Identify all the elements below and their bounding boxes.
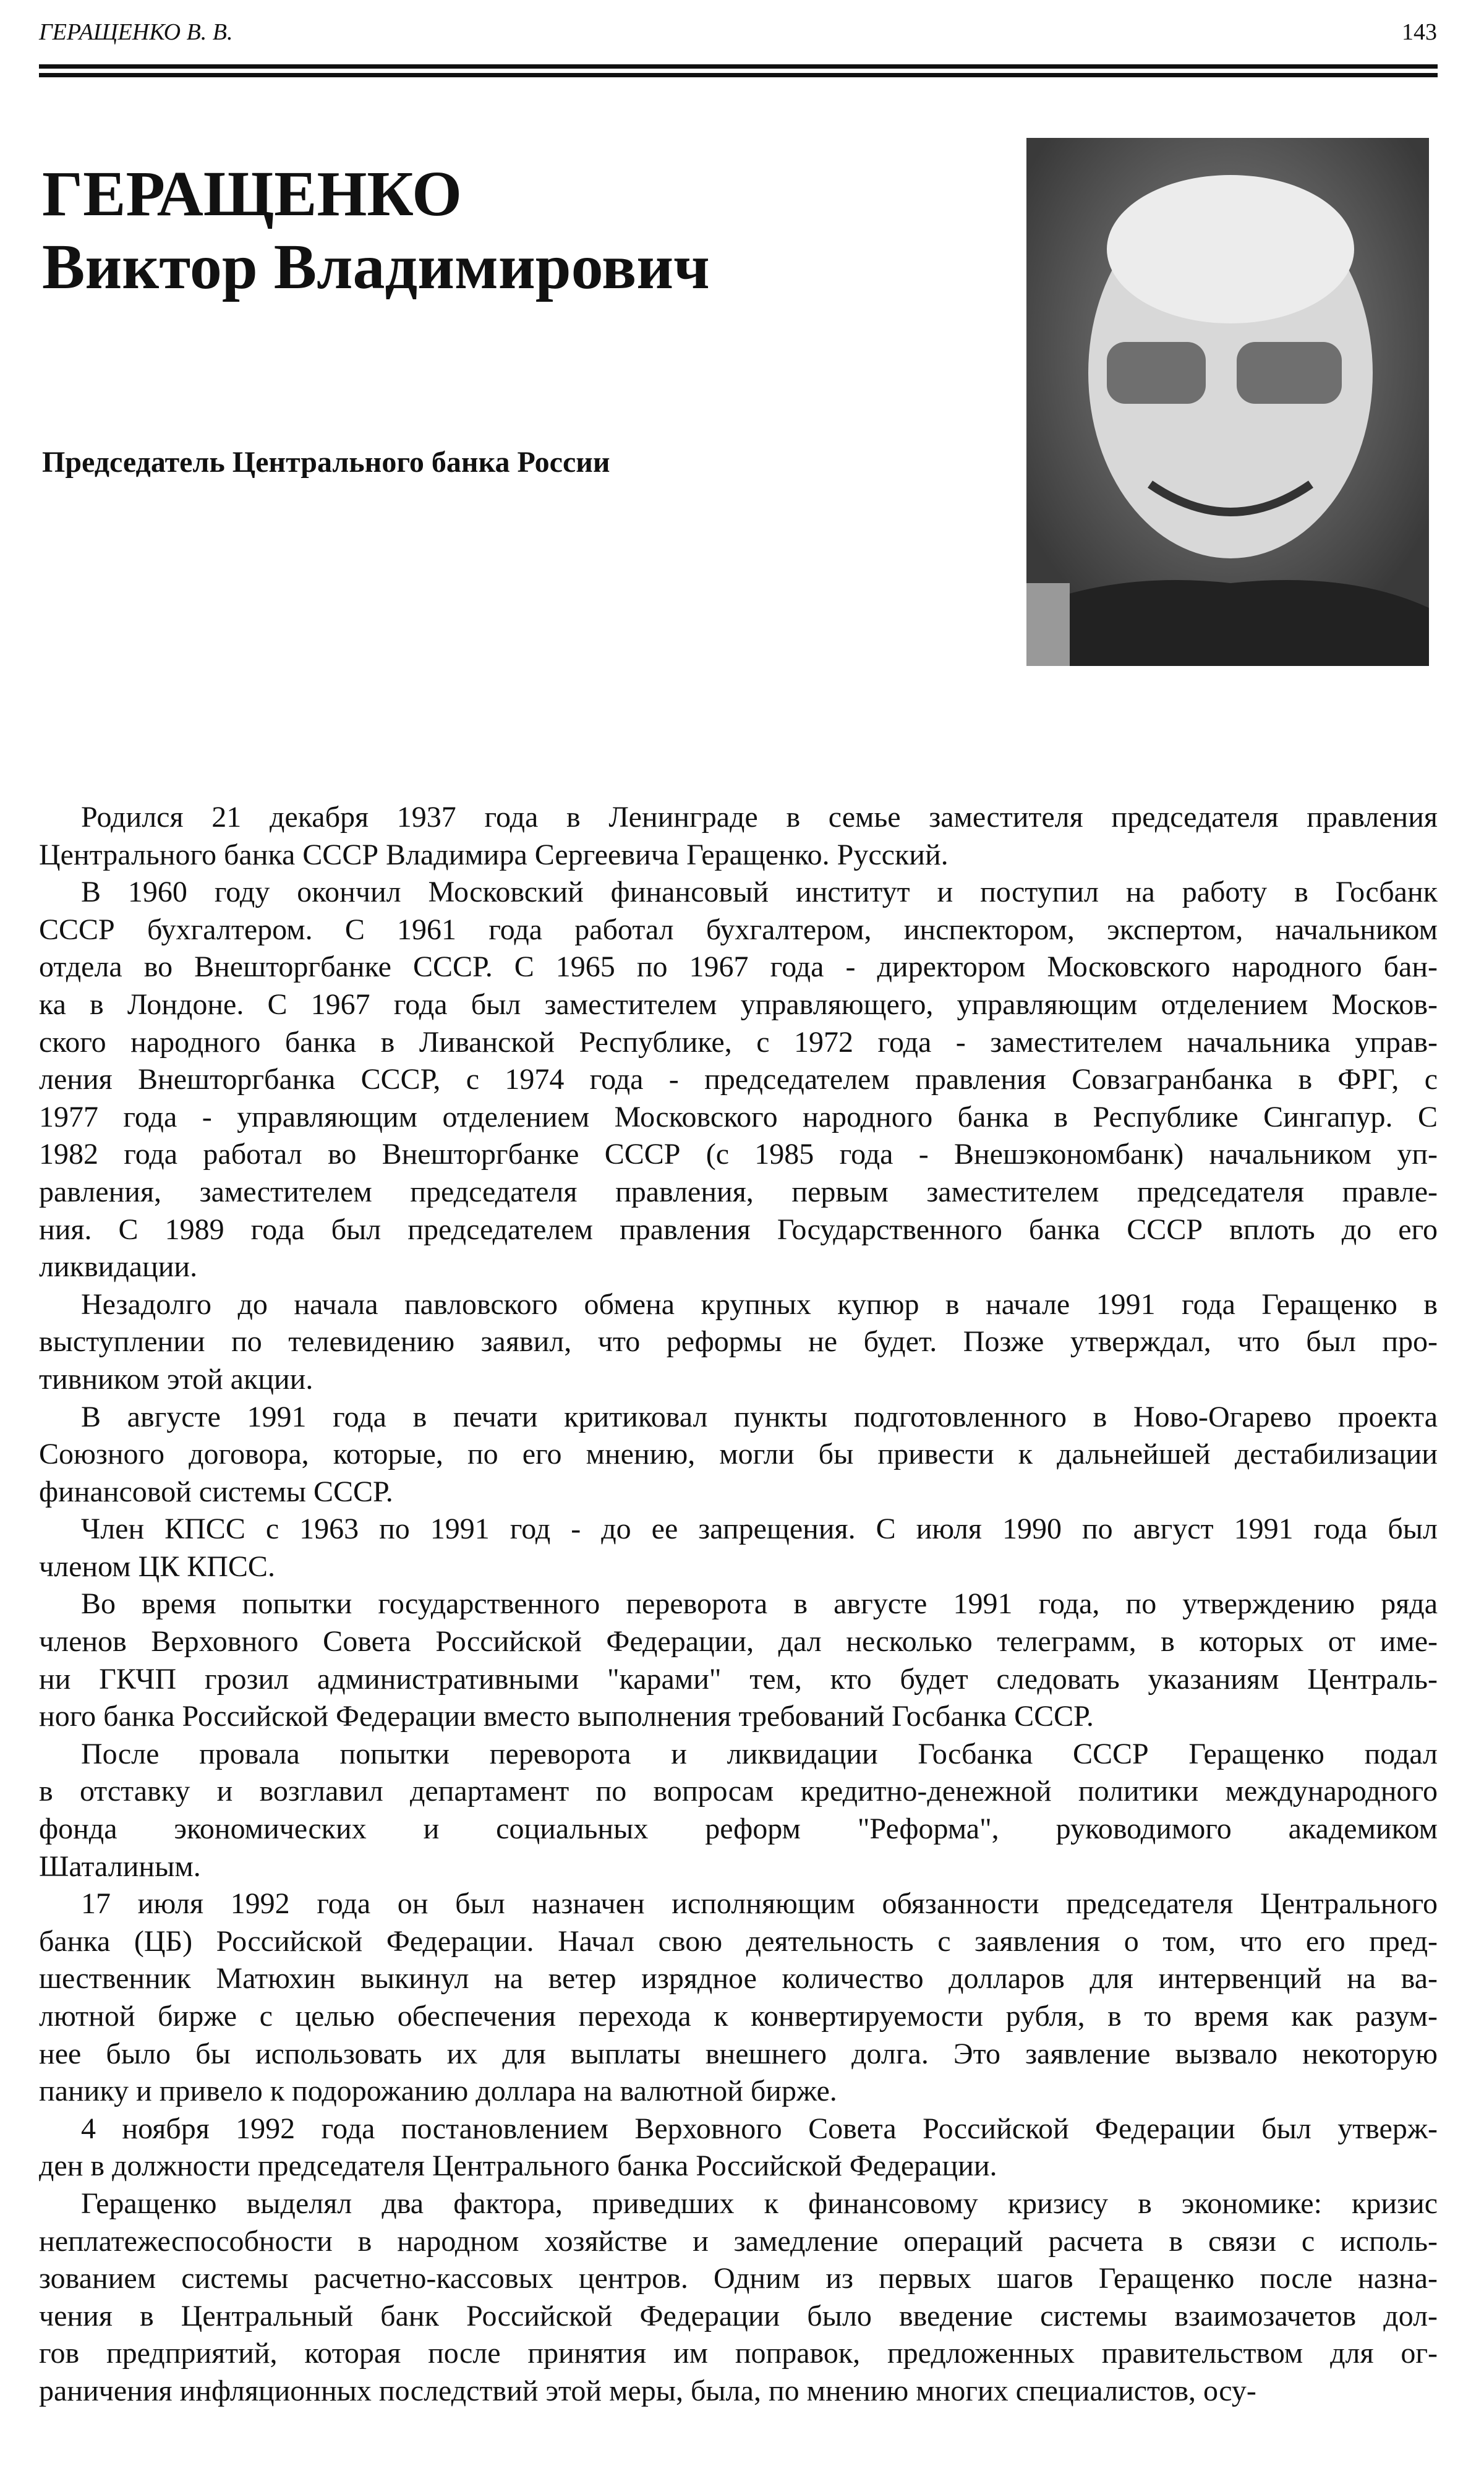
- text-line: финансовой системы СССР.: [39, 1475, 393, 1508]
- text-line: чения в Центральный банк Российской Федерации было введение системы взаимозачетов дол-: [39, 2299, 1438, 2332]
- text-line: 1982 года работал во Внешторгбанке СССР (с 1985 года - Внешэкономбанк) начальником уп-: [39, 1138, 1438, 1171]
- page-number: 143: [1402, 19, 1437, 45]
- paragraph: [39, 1736, 1438, 1885]
- text-line: банка (ЦБ) Российской Федерации. Начал свою деятельность с заявления о том, что его пред-: [39, 1924, 1438, 1958]
- text-line: 4 ноября 1992 года постановлением Верховного Совета Российской Федерации был утверж-: [81, 2112, 1438, 2145]
- text-line: фонда экономических и социальных реформ "Реформа", руководимого академиком: [39, 1812, 1438, 1846]
- text-line: шественник Матюхин выкинул на ветер изрядное количество долларов для интервенций на ва-: [39, 1962, 1438, 1995]
- text-line: лютной бирже с целью обеспечения перехода к конвертируемости рубля, в то время как разум-: [39, 2000, 1438, 2033]
- text-line: членом ЦК КПСС.: [39, 1550, 275, 1583]
- text-line: равления, заместителем председателя правления, первым заместителем председателя правле-: [39, 1175, 1438, 1208]
- text-line: ден в должности председателя Центрального банка Российской Федерации.: [39, 2149, 997, 2183]
- text-line: Член КПСС с 1963 по 1991 год - до ее запрещения. С июля 1990 по август 1991 года был: [81, 1513, 1438, 1546]
- text-line: членов Верховного Совета Российской Федерации, дал несколько телеграмм, в которых от име-: [39, 1625, 1438, 1658]
- paragraph: [39, 1585, 1438, 1735]
- running-header: ГЕРАЩЕНКО В. В.: [39, 19, 233, 45]
- text-line: Во время попытки государственного переворота в августе 1991 года, по утверждению ряда: [81, 1587, 1438, 1621]
- paragraph: [39, 2110, 1438, 2185]
- paragraph: [39, 874, 1438, 1286]
- text-line: ка в Лондоне. С 1967 года был заместителем управляющего, управляющим отделением Москов-: [39, 988, 1438, 1021]
- text-line: раничения инфляционных последствий этой меры, была, по мнению многих специалистов, осу-: [39, 2374, 1256, 2407]
- text-line: Шаталиным.: [39, 1850, 201, 1883]
- text-line: отдела во Внешторгбанке СССР. С 1965 по 1967 года - директором Московского народного бан-: [39, 950, 1438, 984]
- portrait-photo: [1026, 138, 1429, 666]
- text-line: зованием системы расчетно-кассовых центров. Одним из первых шагов Геращенко после назна-: [39, 2262, 1438, 2295]
- article-title-surname: ГЕРАЩЕНКО: [42, 158, 463, 229]
- paragraph: [39, 1399, 1438, 1511]
- text-line: тивником этой акции.: [39, 1362, 313, 1396]
- article-subtitle: Председатель Центрального банка России: [42, 446, 610, 479]
- text-line: Незадолго до начала павловского обмена крупных купюр в начале 1991 года Геращенко в: [81, 1287, 1438, 1321]
- paragraph: [39, 799, 1438, 874]
- text-line: панику и привело к подорожанию доллара на валютной бирже.: [39, 2075, 837, 2108]
- text-line: 17 июля 1992 года он был назначен исполняющим обязанности председателя Центрального: [81, 1887, 1438, 1921]
- text-line: ни ГКЧП грозил административными "карами" тем, кто будет следовать указаниям Централь-: [39, 1662, 1438, 1696]
- text-line: ного банка Российской Федерации вместо выполнения требований Госбанка СССР.: [39, 1700, 1094, 1733]
- article-body: [39, 799, 1438, 2410]
- text-line: Союзного договора, которые, по его мнению, могли бы привести к дальнейшей дестабилизации: [39, 1438, 1438, 1471]
- text-line: выступлении по телевидению заявил, что реформы не будет. Позже утверждал, что был про-: [39, 1325, 1438, 1359]
- text-line: Центрального банка СССР Владимира Сергеевича Геращенко. Русский.: [39, 838, 949, 871]
- text-line: в отставку и возглавил департамент по вопросам кредитно-денежной политики международного: [39, 1775, 1438, 1808]
- paragraph: [39, 2185, 1438, 2410]
- article-title-given-names: Виктор Владимирович: [42, 231, 710, 302]
- text-line: В 1960 году окончил Московский финансовый институт и поступил на работу в Госбанк: [81, 876, 1438, 909]
- text-line: неплатежеспособности в народном хозяйстве и замедление операций расчета в связи с исполь-: [39, 2224, 1438, 2258]
- text-line: Родился 21 декабря 1937 года в Ленинграде в семье заместителя председателя правления: [81, 801, 1438, 834]
- text-line: гов предприятий, которая после принятия им поправок, предложенных правительством для ог-: [39, 2337, 1438, 2370]
- text-line: нее было бы использовать их для выплаты внешнего долга. Это заявление вызвало некоторую: [39, 2037, 1438, 2070]
- paragraph: [39, 1511, 1438, 1585]
- text-line: Геращенко выделял два фактора, приведших к финансовому кризису в экономике: кризис: [81, 2187, 1438, 2220]
- text-line: В августе 1991 года в печати критиковал пункты подготовленного в Ново-Огарево проекта: [81, 1400, 1438, 1433]
- text-line: ния. С 1989 года был председателем правления Государственного банка СССР вплоть до его: [39, 1213, 1438, 1246]
- text-line: СССР бухгалтером. С 1961 года работал бухгалтером, инспектором, экспертом, начальником: [39, 913, 1438, 946]
- header-rule-bottom: [39, 73, 1438, 77]
- text-line: После провала попытки переворота и ликвидации Госбанка СССР Геращенко подал: [81, 1737, 1438, 1770]
- text-line: ликвидации.: [39, 1250, 198, 1284]
- text-line: 1977 года - управляющим отделением Московского народного банка в Республике Сингапур. С: [39, 1100, 1438, 1133]
- paragraph: [39, 1286, 1438, 1399]
- text-line: ления Внешторгбанка СССР, с 1974 года - председателем правления Совзагранбанка в ФРГ, с: [39, 1063, 1438, 1096]
- paragraph: [39, 1885, 1438, 2110]
- header-rule-top: [39, 64, 1438, 69]
- text-line: ского народного банка в Ливанской Республике, с 1972 года - заместителем начальника управ-: [39, 1025, 1438, 1059]
